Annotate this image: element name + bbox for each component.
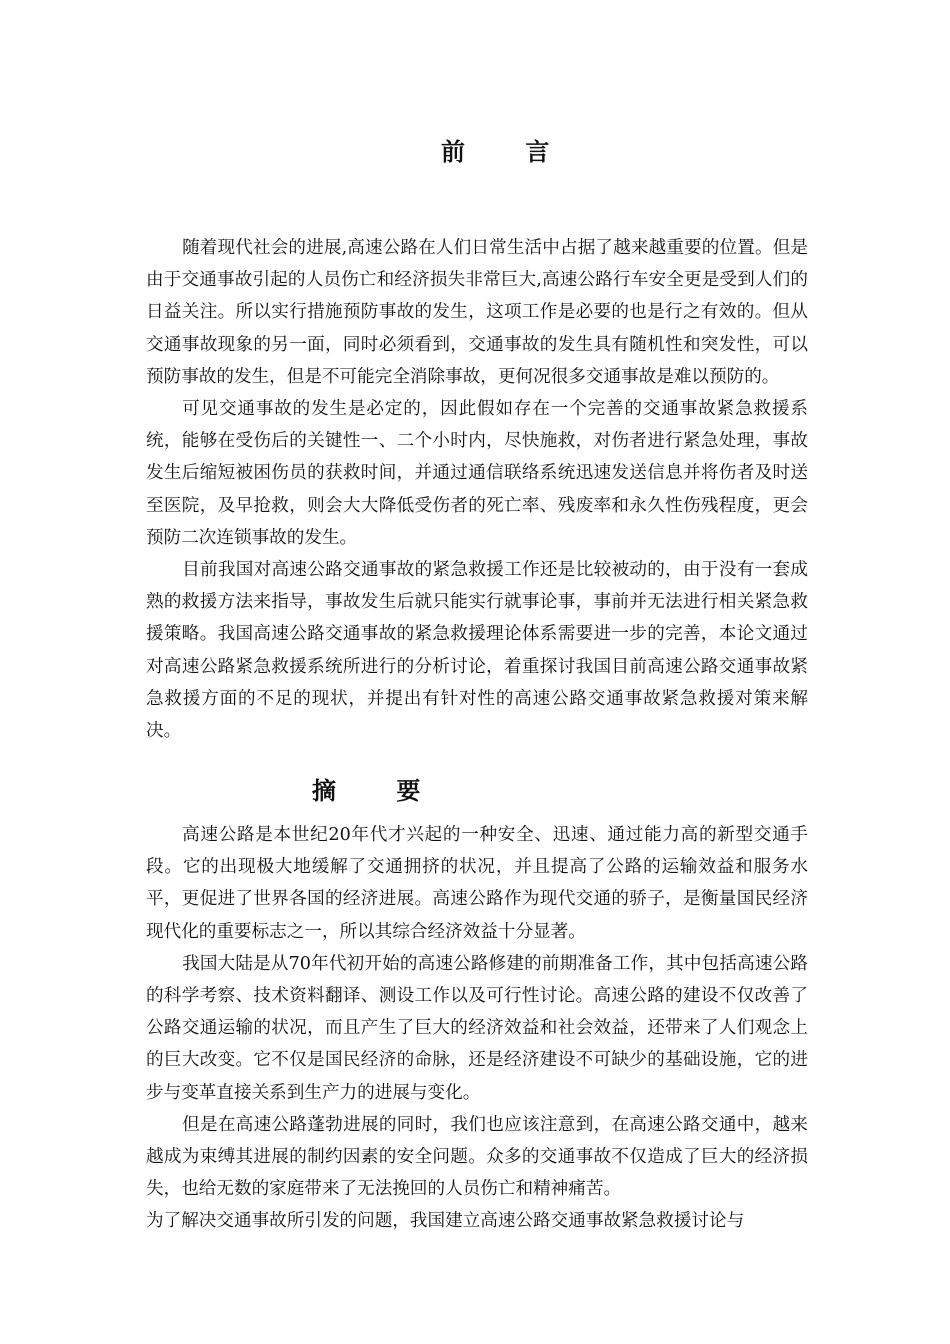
preface-paragraph-2: 可见交通事故的发生是必定的，因此假如存在一个完善的交通事故紧急救援系统，能够在受伤后的关键性一、二个小时内，尽快施救，对伤者进行紧急处理，事故发生后缩短被困伤员的获救时间，并通过通信联络系统迅速发送信息并将伤者及时送至医院，及早抢救，则会大大降低受伤者的死亡率、残废率和永久性伤残程度，更会预防二次连锁事故的发生。 <box>146 399 808 548</box>
abstract-paragraph-1: 高速公路是本世纪20年代才兴起的一种安全、迅速、通过能力高的新型交通手段。它的出现极大地缓解了交通拥挤的状况，并且提高了公路的运输效益和服务水平，更促进了世界各国的经济进展。高速公路作为现代交通的骄子，是衡量国民经济现代化的重要标志之一，所以其综合经济效益十分显著。 <box>146 825 808 942</box>
preface-paragraph-3: 目前我国对高速公路交通事故的紧急救援工作还是比较被动的，由于没有一套成熟的救援方法来指导，事故发生后就只能实行就事论事，事前并无法进行相关紧急救援策略。我国高速公路交通事故的紧急救援理论体系需要进一步的完善，本论文通过对高速公路紧急救援系统所进行的分析讨论，着重探讨我国目前高速公路交通事故紧急救援方面的不足的现状，并提出有针对性的高速公路交通事故紧急救援对策来解决。 <box>146 560 808 742</box>
abstract-body <box>146 819 808 1238</box>
preface-paragraph-1: 随着现代社会的进展,高速公路在人们日常生活中占据了越来越重要的位置。但是由于交通事故引起的人员伤亡和经济损失非常巨大,高速公路行车安全更是受到人们的日益关注。所以实行措施预防事故的发生，这项工作是必要的也是行之有效的。但从交通事故现象的另一面，同时必须看到，交通事故的发生具有随机性和突发性，可以预防事故的发生，但是不可能完全消除事故，更何况很多交通事故是难以预防的。 <box>146 238 808 387</box>
preface-body <box>146 232 808 747</box>
abstract-paragraph-2: 我国大陆是从70年代初开始的高速公路修建的前期准备工作，其中包括高速公路的科学考察、技术资料翻译、测设工作以及可行性讨论。高速公路的建设不仅改善了公路交通运输的状况，而且产生了巨大的经济效益和社会效益，还带来了人们观念上的巨大改变。它不仅是国民经济的命脉，还是经济建设不可缺少的基础设施，它的进步与变革直接关系到生产力的进展与变化。 <box>146 953 808 1103</box>
abstract-paragraph-3: 但是在高速公路蓬勃进展的同时，我们也应该注意到，在高速公路交通中，越来越成为束缚其进展的制约因素的安全问题。众多的交通事故不仅造成了巨大的经济损失，也给无数的家庭带来了无法挽回的人员伤亡和精神痛苦。 <box>146 1114 808 1200</box>
abstract-heading: 摘 要 <box>312 776 447 805</box>
abstract-paragraph-4: 为了解决交通事故所引发的问题，我国建立高速公路交通事故紧急救援讨论与 <box>146 1211 745 1232</box>
preface-heading: 前 言 <box>441 137 576 166</box>
